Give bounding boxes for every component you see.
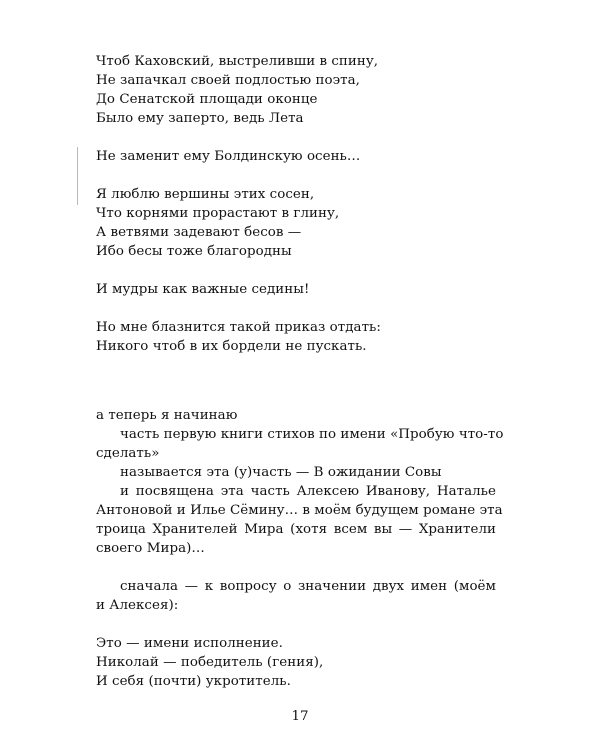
prose-line: Антоновой и Илье Сёмину… в моём будущем романе эта [96,503,503,518]
prose-line: и Алексея): [96,598,179,613]
prose-line: своего Мира)… [96,541,205,556]
prose-line: часть первую книги стихов по имени «Пробую что-то [120,427,504,442]
poem-line: Что корнями прорастают в глину, [96,206,340,221]
prose-line: сделать» [96,446,160,461]
poem-line: Это — имени исполнение. [96,636,283,651]
margin-mark [77,147,78,205]
prose-line: а теперь я начинаю [96,408,238,423]
prose-line: и посвящена эта часть Алексею Иванову, Наталье [120,484,496,499]
poem-line: И себя (почти) укротитель. [96,674,291,689]
poem-line: И мудры как важные седины! [96,282,310,297]
poem-line: Не запачкал своей подлостью поэта, [96,73,360,88]
prose-line: троица Хранителей Мира (хотя всем вы — Хранители [96,522,496,537]
poem-line: Никого чтоб в их бордели не пускать. [96,339,367,354]
poem-line: До Сенатской площади оконце [96,92,318,107]
poem-line: Я люблю вершины этих сосен, [96,187,315,202]
poem-line: Чтоб Каховский, выстреливши в спину, [96,54,379,69]
prose-line: сначала — к вопросу о значении двух имен (моём [120,579,496,594]
poem-line: А ветвями задевают бесов — [96,225,302,240]
page-number: 17 [291,709,309,724]
poem-line: Но мне блазнится такой приказ отдать: [96,320,381,335]
poem-line: Было ему заперто, ведь Лета [96,111,304,126]
poem-line: Не заменит ему Болдинскую осень… [96,149,361,164]
poem-line: Николай — победитель (гения), [96,655,324,670]
prose-line: называется эта (у)часть — В ожидании Совы [120,465,442,480]
poem-line: Ибо бесы тоже благородны [96,244,292,259]
